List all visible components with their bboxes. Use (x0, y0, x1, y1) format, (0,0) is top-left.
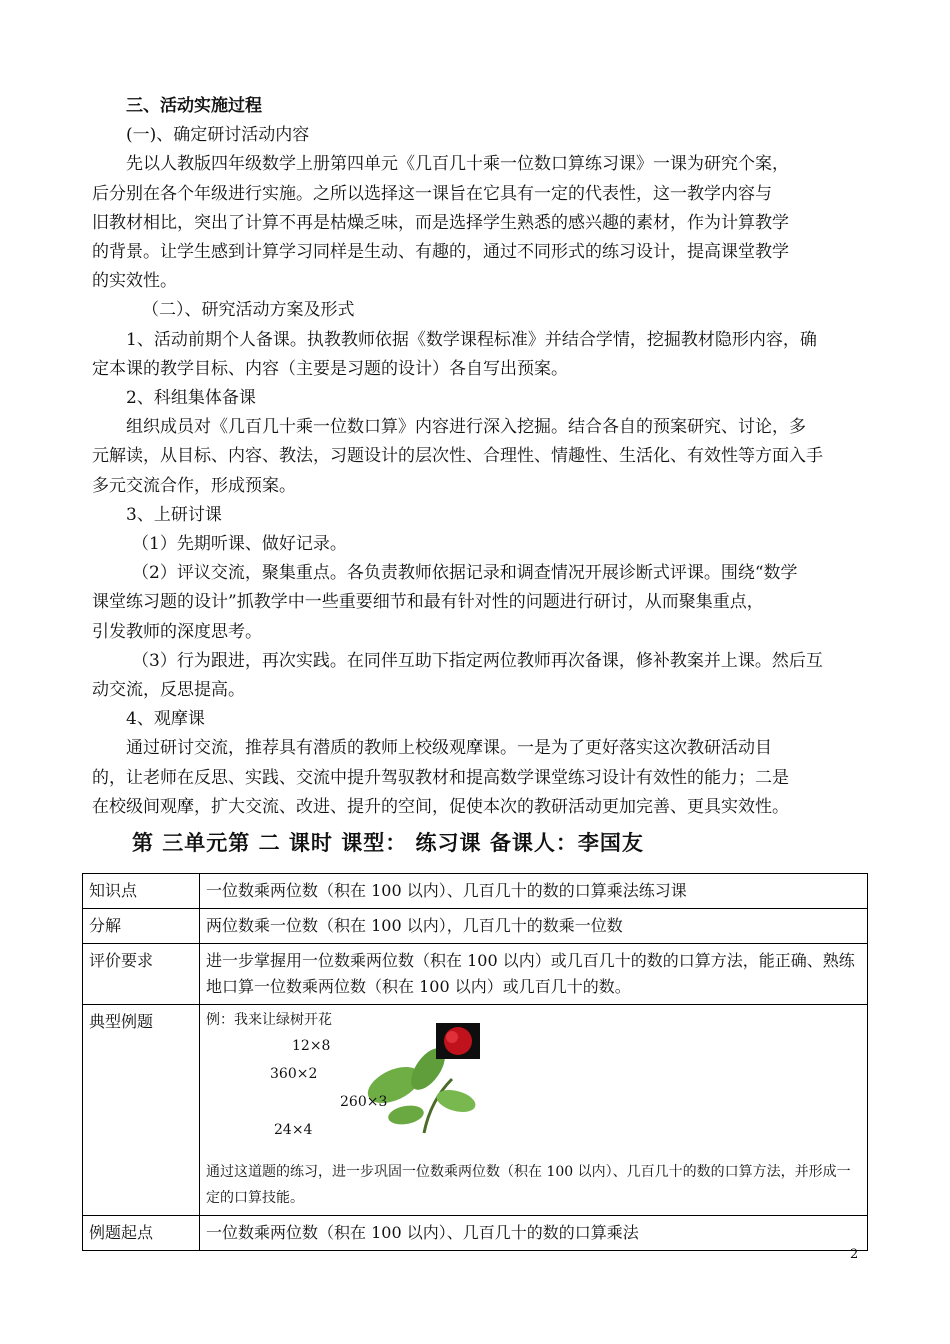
para1-line: 的实效性。 (92, 271, 177, 292)
row-key: 例题起点 (83, 1216, 200, 1251)
item2-line: 组织成员对《几百几十乘一位数口算》内容进行深入挖掘。结合各自的预案研究、讨论，多 (126, 417, 806, 438)
row-value: 两位数乘一位数（积在 100 以内），几百几十的数乘一位数 (200, 909, 868, 944)
item3-heading: 3、上研讨课 (126, 504, 222, 525)
body-text (92, 92, 862, 860)
item4-line: 的，让老师在反思、实践、交流中提升驾驭教材和提高数学课堂练习设计有效性的能力；二是 (92, 767, 789, 788)
subheading-2: （二）、研究活动方案及形式 (142, 300, 355, 321)
section-heading: 三、活动实施过程 (126, 96, 262, 116)
item3-sub1: （1）先期听课、做好记录。 (132, 534, 347, 555)
item1-line: 1、活动前期个人备课。执教教师依据《数学课程标准》并结合学情，挖掘教材隐形内容，确 (126, 329, 817, 350)
expression: 360×2 (270, 1066, 318, 1082)
expression: 260×3 (340, 1094, 388, 1110)
subheading-1: (一)、确定研讨活动内容 (126, 125, 310, 146)
item3-sub3-line: （3）行为跟进，再次实践。在同伴互助下指定两位教师再次备课，修补教案并上课。然后互 (132, 650, 823, 671)
expression: 24×4 (274, 1122, 313, 1138)
para1-line: 的背景。让学生感到计算学习同样是生动、有趣的，通过不同形式的练习设计，提高课堂教学 (92, 242, 789, 263)
item3-sub3-line: 动交流，反思提高。 (92, 680, 245, 701)
lesson-table (82, 873, 868, 1251)
example-label: 例：我来让绿树开花 (206, 1012, 332, 1028)
example-note: 通过这道题的练习，进一步巩固一位数乘两位数（积在 100 以内）、几百几十的数的口算方法，并形成一定的口算技能。 (206, 1164, 851, 1206)
row-key: 分解 (83, 909, 200, 944)
page-number: 2 (850, 1247, 859, 1262)
item3-sub2-line: 课堂练习题的设计”抓教学中一些重要细节和最有针对性的问题进行研讨，从而聚集重点， (92, 592, 764, 613)
row-value: 一位数乘两位数（积在 100 以内）、几百几十的数的口算乘法练习课 (200, 874, 868, 909)
para1-line: 后分别在各个年级进行实施。之所以选择这一课旨在它具有一定的代表性，这一教学内容与 (92, 183, 772, 204)
item3-sub2-line: 引发教师的深度思考。 (92, 621, 262, 642)
item2-line: 元解读，从目标、内容、教法，习题设计的层次性、合理性、情趣性、生活化、有效性等方面入手 (92, 446, 823, 467)
lesson-title: 第 三单元第 二 课时 课型： 练习课 备课人：李国友 (132, 831, 644, 856)
expression: 12×8 (292, 1038, 331, 1054)
example-illustration (206, 1031, 861, 1159)
row-key: 典型例题 (83, 1005, 200, 1216)
example-cell (200, 1005, 868, 1216)
table-row (83, 944, 868, 1005)
table-row (83, 909, 868, 944)
row-value: 一位数乘两位数（积在 100 以内）、几百几十的数的口算乘法 (200, 1216, 868, 1251)
flowering-branch-image (366, 1023, 486, 1135)
item4-line: 在校级间观摩，扩大交流、改进、提升的空间，促使本次的教研活动更加完善、更具实效性。 (92, 796, 789, 817)
para1-line: 旧教材相比，突出了计算不再是枯燥乏味，而是选择学生熟悉的感兴趣的素材，作为计算教学 (92, 212, 789, 233)
row-value: 进一步掌握用一位数乘两位数（积在 100 以内）或几百几十的数的口算方法，能正确、熟练地口算一位数乘两位数（积在 100 以内）或几百几十的数。 (200, 944, 868, 1005)
item1-line: 定本课的教学目标、内容（主要是习题的设计）各自写出预案。 (92, 358, 568, 379)
row-key: 评价要求 (83, 944, 200, 1005)
item2-heading: 2、科组集体备课 (126, 388, 256, 409)
row-key: 知识点 (83, 874, 200, 909)
table-row (83, 874, 868, 909)
table-row (83, 1005, 868, 1216)
item4-line: 通过研讨交流，推荐具有潜质的教师上校级观摩课。一是为了更好落实这次教研活动目 (126, 738, 772, 759)
item3-sub2-line: （2）评议交流，聚集重点。各负责教师依据记录和调查情况开展诊断式评课。围绕“数学 (132, 563, 798, 584)
para1-line: 先以人教版四年级数学上册第四单元《几百几十乘一位数口算练习课》一课为研究个案， (126, 154, 789, 175)
table-row (83, 1216, 868, 1251)
item2-line: 多元交流合作，形成预案。 (92, 475, 296, 496)
item4-heading: 4、观摩课 (126, 709, 205, 730)
